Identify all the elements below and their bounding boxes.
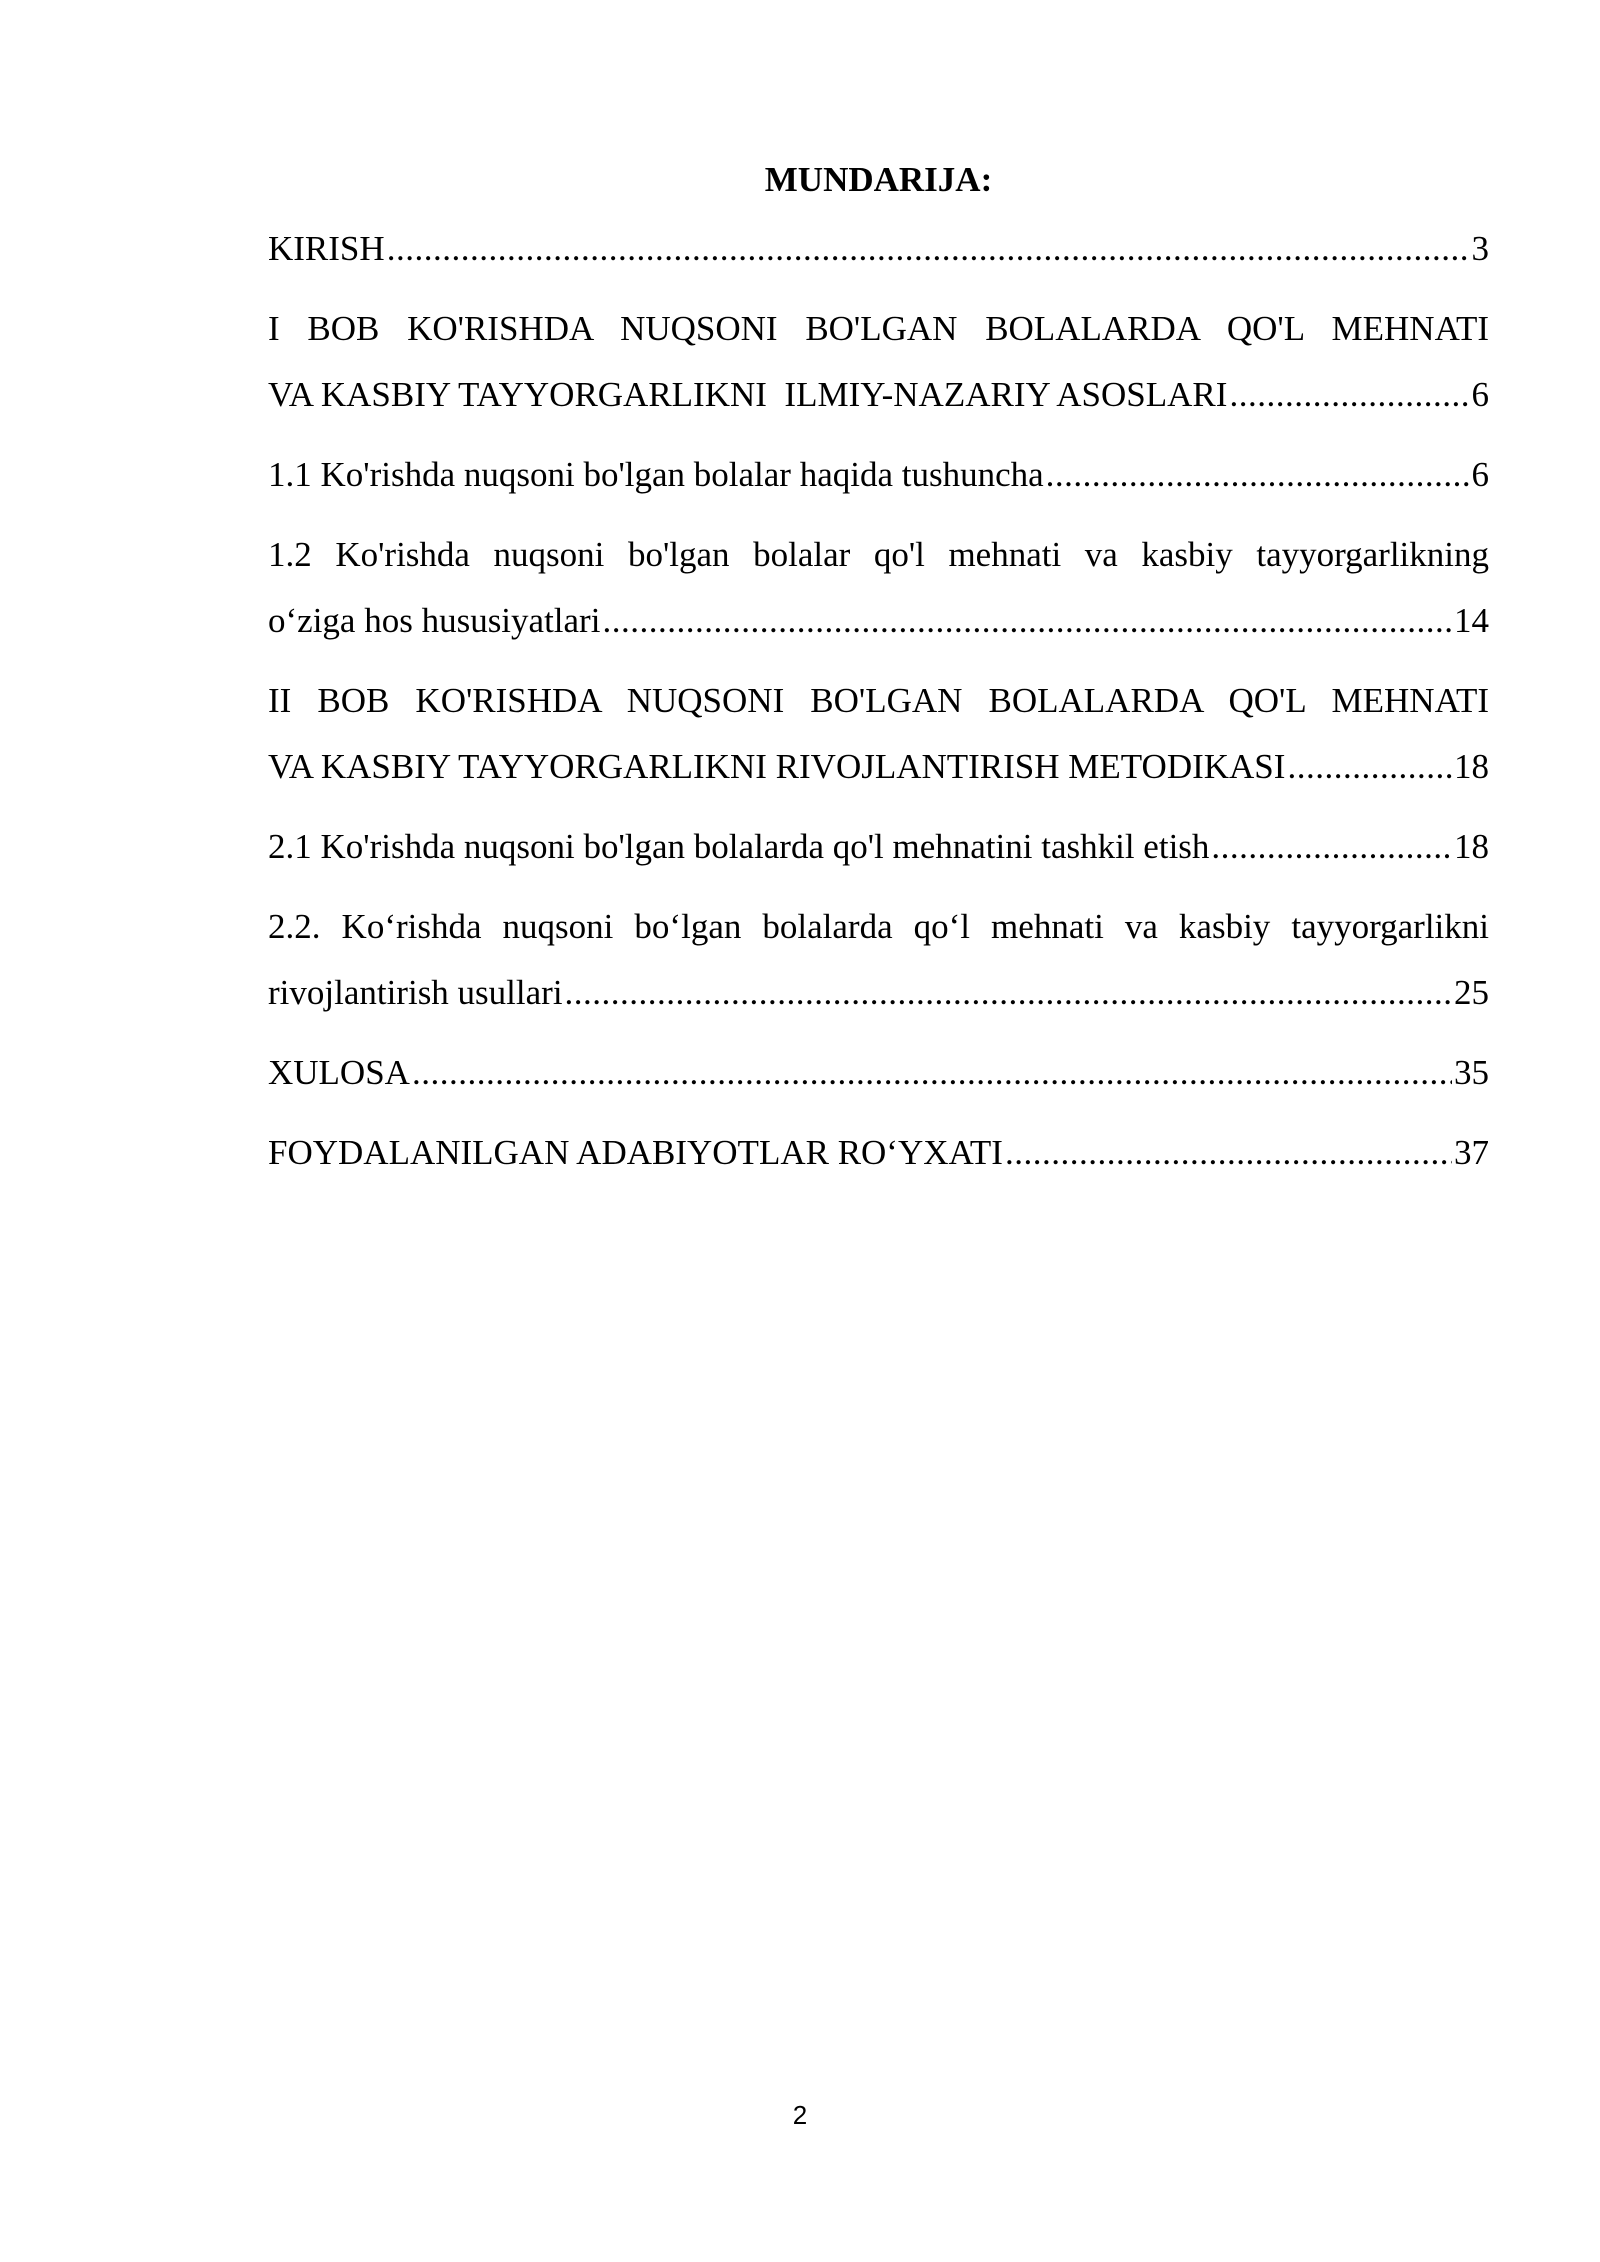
- toc-entry-section-1-2[interactable]: [268, 522, 1489, 654]
- dot-leader: [1211, 814, 1452, 880]
- toc-entry-title: VA KASBIY TAYYORGARLIKNI ILMIY-NAZARIY ASOSLARI: [268, 375, 1228, 414]
- toc-entry-page: 6: [1471, 455, 1489, 494]
- toc-entry-page: 18: [1454, 827, 1489, 866]
- toc-entry-last-line: [268, 588, 1489, 654]
- toc-entry-title: 1.1 Ko'rishda nuqsoni bo'lgan bolalar haqida tushuncha: [268, 455, 1044, 494]
- toc-entry-page: 37: [1454, 1133, 1489, 1172]
- dot-leader: [387, 216, 1470, 282]
- dot-leader: [1229, 362, 1469, 428]
- toc-entry-title: KIRISH: [268, 229, 385, 268]
- toc-entry-first-line: 2.2. Ko‘rishda nuqsoni bo‘lgan bolalarda qo‘l mehnati va kasbiy tayyorgarlikni: [268, 907, 1489, 946]
- toc-entry-last-line: [268, 216, 1489, 282]
- toc-entry-page: 25: [1454, 973, 1489, 1012]
- toc-entry-last-line: [268, 362, 1489, 428]
- toc-entry-section-1-1[interactable]: [268, 442, 1489, 508]
- dot-leader: [602, 588, 1452, 654]
- toc-entry-title: o‘ziga hos hususiyatlari: [268, 601, 601, 640]
- toc-entry-xulosa[interactable]: [268, 1040, 1489, 1106]
- toc-entry-page: 18: [1454, 747, 1489, 786]
- toc-entry-bibliography[interactable]: [268, 1120, 1489, 1186]
- toc-entry-first-line: I BOB KO'RISHDA NUQSONI BO'LGAN BOLALARDA QO'L MEHNATI: [268, 309, 1489, 348]
- toc-entry-last-line: [268, 442, 1489, 508]
- footer-page-number: 2: [792, 2100, 808, 2130]
- toc-entry-page: 35: [1454, 1053, 1489, 1092]
- toc-entry-chapter-2[interactable]: [268, 668, 1489, 800]
- toc-entry-page: 6: [1471, 375, 1489, 414]
- dot-leader: [565, 960, 1452, 1026]
- toc-entry-title: FOYDALANILGAN ADABIYOTLAR RO‘YXATI: [268, 1133, 1003, 1172]
- toc-entry-page: 14: [1454, 601, 1489, 640]
- dot-leader: [1287, 734, 1452, 800]
- toc-entry-first-line: 1.2 Ko'rishda nuqsoni bo'lgan bolalar qo'l mehnati va kasbiy tayyorgarlikning: [268, 535, 1489, 574]
- table-of-contents: [268, 216, 1489, 1200]
- toc-entry-last-line: [268, 960, 1489, 1026]
- toc-heading: MUNDARIJA:: [764, 160, 993, 199]
- toc-heading-container: [268, 156, 1489, 204]
- toc-entry-title: rivojlantirish usullari: [268, 973, 563, 1012]
- toc-entry-last-line: [268, 1120, 1489, 1186]
- toc-entry-page: 3: [1471, 229, 1489, 268]
- toc-entry-title: VA KASBIY TAYYORGARLIKNI RIVOJLANTIRISH METODIKASI: [268, 747, 1286, 786]
- toc-entry-title: 2.1 Ko'rishda nuqsoni bo'lgan bolalarda qo'l mehnatini tashkil etish: [268, 827, 1210, 866]
- dot-leader: [1005, 1120, 1452, 1186]
- toc-entry-last-line: [268, 1040, 1489, 1106]
- toc-entry-section-2-1[interactable]: [268, 814, 1489, 880]
- toc-entry-first-line: II BOB KO'RISHDA NUQSONI BO'LGAN BOLALARDA QO'L MEHNATI: [268, 681, 1489, 720]
- dot-leader: [412, 1040, 1452, 1106]
- toc-entry-last-line: [268, 734, 1489, 800]
- toc-entry-kirish[interactable]: [268, 216, 1489, 282]
- toc-entry-chapter-1[interactable]: [268, 296, 1489, 428]
- dot-leader: [1046, 442, 1470, 508]
- toc-entry-section-2-2[interactable]: [268, 894, 1489, 1026]
- toc-entry-title: XULOSA: [268, 1053, 410, 1092]
- toc-entry-last-line: [268, 814, 1489, 880]
